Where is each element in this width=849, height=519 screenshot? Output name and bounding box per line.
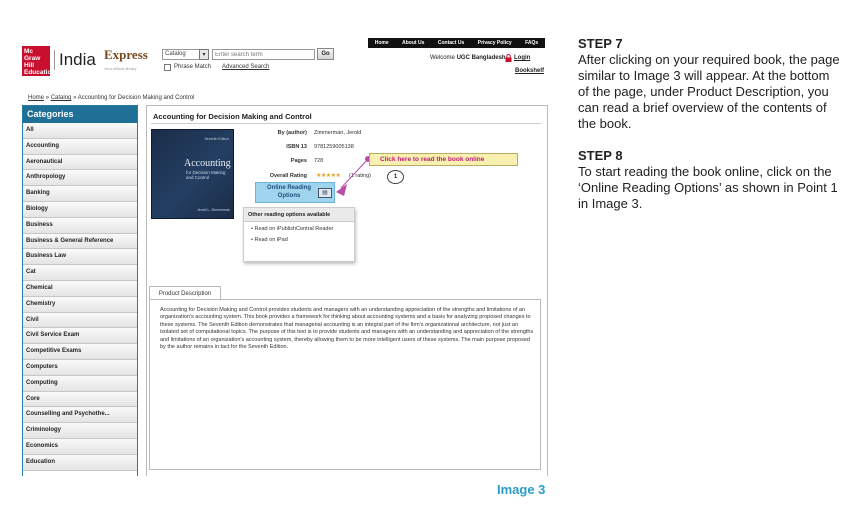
tab-product-description[interactable]: Product Description bbox=[149, 286, 221, 300]
category-item[interactable]: Civil bbox=[23, 313, 137, 329]
category-item[interactable]: Economics bbox=[23, 439, 137, 455]
product-description-panel bbox=[149, 299, 541, 470]
online-reading-label bbox=[264, 185, 314, 200]
nav-home[interactable]: Home bbox=[374, 40, 389, 46]
step-7-body: After clicking on your required book, the page similar to Image 3 will appear. At the bottom of the page, under Product Description, you can read a brief overview of the contents of the book. bbox=[578, 52, 840, 131]
bookshelf-link[interactable]: Bookshelf bbox=[515, 68, 545, 74]
search-scope-select[interactable]: Catalog bbox=[162, 49, 208, 60]
breadcrumb-separator: » bbox=[73, 95, 77, 101]
meta-isbn-value: 9781259005138 bbox=[314, 144, 354, 150]
online-reading-line: Options bbox=[277, 192, 301, 199]
welcome-label: Welcome bbox=[430, 55, 455, 61]
meta-author-label: By (author) bbox=[277, 130, 307, 136]
cover-subtitle-line: and Control bbox=[186, 175, 210, 180]
category-item[interactable]: Education bbox=[23, 455, 137, 471]
other-options-heading: Other reading options available bbox=[244, 208, 354, 222]
read-ipad-option[interactable]: • Read on iPad bbox=[251, 237, 288, 243]
category-item[interactable]: Business & General Reference bbox=[23, 234, 137, 250]
category-item[interactable]: Chemical bbox=[23, 281, 137, 297]
lock-icon bbox=[505, 54, 512, 62]
step-7-heading: STEP 7 bbox=[578, 36, 623, 51]
book-icon: ▤ bbox=[318, 188, 332, 198]
breadcrumb-current: Accounting for Decision Making and Control bbox=[77, 95, 195, 101]
meta-rating-label: Overall Rating bbox=[269, 173, 307, 179]
breadcrumb-separator: » bbox=[45, 95, 50, 101]
online-reading-options-button[interactable] bbox=[255, 182, 335, 203]
category-item[interactable]: Banking bbox=[23, 186, 137, 202]
cover-subtitle-line: for Decision Making bbox=[186, 170, 226, 175]
cover-edition: Seventh Edition bbox=[204, 137, 229, 141]
meta-pages-label: Pages bbox=[290, 158, 307, 164]
category-item[interactable]: Cat bbox=[23, 265, 137, 281]
book-detail-panel bbox=[146, 105, 548, 476]
rating-stars: ★★★★★ bbox=[316, 172, 341, 179]
category-item[interactable]: Chemistry bbox=[23, 297, 137, 313]
category-item[interactable]: Aeronautical bbox=[23, 155, 137, 171]
step-8-heading: STEP 8 bbox=[578, 148, 623, 163]
cover-author: Jerold L. Zimmerman bbox=[197, 208, 231, 212]
screenshot-frame bbox=[18, 36, 550, 476]
meta-isbn-label: ISBN 13 bbox=[286, 144, 307, 150]
image-caption: Image 3 bbox=[497, 482, 546, 497]
category-item[interactable]: Business Law bbox=[23, 249, 137, 265]
category-item[interactable]: Business bbox=[23, 218, 137, 234]
breadcrumb bbox=[28, 94, 194, 102]
category-item[interactable]: Competitive Exams bbox=[23, 344, 137, 360]
category-item[interactable]: Computing bbox=[23, 376, 137, 392]
categories-heading: Categories bbox=[23, 106, 137, 123]
online-reading-line: Online Reading bbox=[266, 185, 311, 191]
step-8-body: To start reading the book online, click on the ‘Online Reading Options’ as shown in Point 1 in Image 3. bbox=[578, 164, 838, 211]
cover-subtitle bbox=[186, 170, 226, 180]
step-number-badge: 1 bbox=[387, 170, 404, 184]
categories-sidebar bbox=[22, 105, 138, 476]
category-item[interactable]: Accounting bbox=[23, 139, 137, 155]
product-description-text: Accounting for Decision Making and Control provides students and managers with an understanding appreciation of the strengths and limitations of an organization's accounting system. This book provides a framework for thinking about accounting systems and a basis for analyzing proposed changes to these systems. The Seventh Edition demonstrates that managerial accounting is an integral part of the firm's organizational architecture, not just an isolated set of computational topics. The purpose of this text is to provide students and managers with an understanding and appreciation of the strengths and limitations of an organization's accounting system, thereby allowing them to be more intelligent users of these systems. The main purpose proposed by the author remains in tact for the Seventh Edition. bbox=[160, 307, 534, 351]
category-item[interactable]: Biology bbox=[23, 202, 137, 218]
express-logo[interactable]: Express bbox=[104, 47, 148, 62]
read-online-callout: Click here to read the book online bbox=[369, 153, 518, 166]
category-item[interactable]: Civil Service Exam bbox=[23, 328, 137, 344]
category-item[interactable]: Counselling and Psychothe... bbox=[23, 407, 137, 423]
nav-privacy-policy[interactable]: Privacy Policy bbox=[477, 40, 512, 46]
meta-author-value: Zimmerman, Jerold bbox=[314, 130, 362, 136]
nav-faqs[interactable]: FAQs bbox=[525, 40, 539, 46]
user-name: UGC Bangladesh bbox=[456, 55, 506, 61]
option-label: Read on iPad bbox=[254, 237, 288, 243]
express-tagline: Your eBook library bbox=[104, 66, 137, 71]
welcome-text bbox=[430, 54, 506, 62]
meta-rating-count: (1 rating) bbox=[349, 173, 372, 179]
breadcrumb-catalog[interactable]: Catalog bbox=[50, 95, 72, 101]
category-item[interactable]: Core bbox=[23, 392, 137, 408]
category-item[interactable]: Computers bbox=[23, 360, 137, 376]
top-navigation bbox=[368, 38, 545, 48]
category-list bbox=[23, 123, 137, 471]
read-ipublishcentral-option[interactable]: • Read on iPublishCentral Reader bbox=[251, 226, 334, 232]
chevron-down-icon[interactable]: ▾ bbox=[199, 49, 209, 60]
mcgraw-hill-logo[interactable]: Mc Graw Hill Education bbox=[24, 48, 56, 76]
cover-title: Accounting bbox=[184, 158, 231, 169]
category-item[interactable]: Anthropology bbox=[23, 170, 137, 186]
nav-about-us[interactable]: About Us bbox=[402, 40, 425, 46]
phrase-match-checkbox[interactable] bbox=[164, 64, 171, 71]
meta-pages-value: 728 bbox=[314, 158, 324, 164]
category-item[interactable]: All bbox=[23, 123, 137, 139]
search-go-button[interactable]: Go bbox=[317, 48, 334, 60]
other-reading-options bbox=[243, 207, 355, 262]
category-item[interactable]: Criminology bbox=[23, 423, 137, 439]
phrase-match-label: Phrase Match bbox=[174, 64, 212, 70]
book-title: Accounting for Decision Making and Control bbox=[153, 112, 312, 121]
callout-arrow bbox=[335, 158, 371, 198]
breadcrumb-home[interactable]: Home bbox=[28, 95, 45, 101]
option-label: Read on iPublishCentral Reader bbox=[254, 226, 334, 232]
advanced-search-link[interactable]: Advanced Search bbox=[222, 64, 270, 70]
login-link[interactable]: Login bbox=[514, 55, 531, 61]
search-input[interactable] bbox=[212, 49, 315, 60]
nav-contact-us[interactable]: Contact Us bbox=[437, 40, 465, 46]
divider bbox=[151, 123, 541, 124]
region-label: India bbox=[54, 50, 96, 70]
book-cover-image[interactable] bbox=[151, 129, 234, 219]
